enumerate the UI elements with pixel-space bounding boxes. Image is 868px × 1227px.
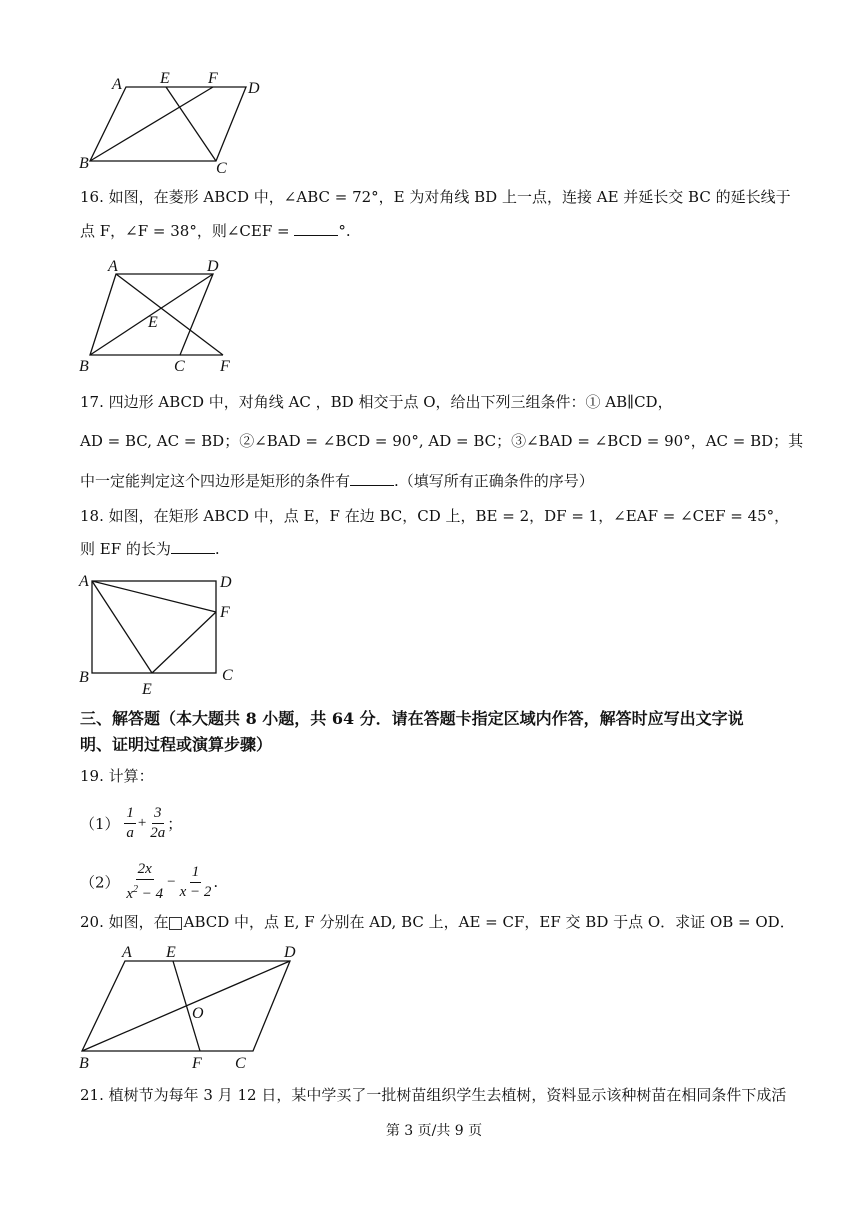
fig16-label-B: B (79, 358, 89, 375)
fig16-label-A: A (108, 258, 118, 275)
fig18-label-D: D (220, 574, 232, 591)
figure-q15-parallelogram (70, 65, 270, 180)
fig18-label-B: B (79, 669, 89, 686)
q19-part2 (80, 860, 218, 904)
q16-line2-text: 点 F，∠F = 38°，则∠CEF = (80, 222, 295, 240)
q20-line1 (80, 911, 795, 933)
fig20-label-O: O (192, 1005, 204, 1022)
figure-q18-rectangle (70, 570, 250, 698)
q17-line3-text: 中一定能判定这个四边形是矩形的条件有 (80, 472, 351, 490)
q19-p1-operator: + (137, 815, 147, 831)
fig20-label-A: A (122, 944, 132, 961)
fig20-label-F: F (192, 1055, 202, 1072)
fig20-label-D: D (284, 944, 296, 961)
q18-line1: 18. 如图，在矩形 ABCD 中，点 E，F 在边 BC，CD 上，BE = 2，DF = 1，∠EAF = ∠CEF = 45°， (80, 507, 790, 525)
fig16-label-F: F (220, 358, 230, 375)
q17-line1: 17. 四边形 ABCD 中，对角线 AC ，BD 相交于点 O，给出下列三组条件：① AB∥CD， (80, 393, 673, 411)
fig16-label-C: C (174, 358, 185, 375)
fig18-label-E: E (142, 681, 152, 698)
fig15-label-D: D (248, 80, 260, 97)
q20-text-start: 20. 如图，在 (80, 913, 169, 931)
q19-part2-fraction1 (124, 860, 165, 904)
q19-p2-f1-den-exponent: 2 (133, 884, 138, 895)
q16-line1: 16. 如图，在菱形 ABCD 中，∠ABC = 72°，E 为对角线 BD 上一点，连接 AE 并延长交 BC 的延长线于 (80, 188, 791, 206)
q19-p2-f1-denominator (124, 880, 165, 904)
section-heading-line2: 明、证明过程或演算步骤） (80, 735, 273, 754)
q19-p1-f2-denominator: 2a (150, 825, 166, 841)
q19-part2-fraction2 (178, 863, 214, 902)
q19-p2-f1-den-rest: − 4 (138, 886, 164, 902)
q16-line2 (80, 220, 351, 242)
q18-line2 (80, 538, 220, 560)
figure-q16-rhombus (70, 255, 270, 375)
q16-line2-end: °. (338, 222, 351, 240)
q19-p1-f1-numerator: 1 (124, 804, 136, 824)
q19-p1-f1-denominator: a (126, 825, 134, 841)
q17-line2: AD = BC, AC = BD；②∠BAD = ∠BCD = 90°, AD = BC；③∠BAD = ∠BCD = 90°，AC = BD；其 (80, 432, 804, 450)
q20-text-rest: ABCD 中，点 E, F 分别在 AD, BC 上，AE = CF，EF 交 BD 于点 O．求证 OB = OD． (183, 913, 795, 931)
q19-part1-fraction2 (148, 804, 167, 843)
figure-q20-parallelogram (70, 940, 320, 1080)
fig15-label-B: B (79, 155, 89, 172)
q19-p1-f2-numerator: 3 (152, 804, 164, 824)
fig15-label-F: F (208, 70, 218, 87)
answer-blank-q17[interactable] (350, 471, 394, 486)
fig15-label-A: A (112, 76, 122, 93)
fig18-label-A: A (79, 573, 89, 590)
q19-p2-f1-den-base: x (126, 886, 133, 902)
q19-p1-end: ； (167, 815, 183, 833)
q18-line2-end: . (214, 540, 220, 558)
fig16-label-E: E (148, 314, 158, 331)
fig20-label-C: C (235, 1055, 246, 1072)
q19-p2-f1-numerator: 2x (136, 860, 154, 880)
q19-p2-end: . (213, 873, 219, 891)
q21-line1: 21. 植树节为每年 3 月 12 日，某中学买了一批树苗组织学生去植树，资料显示该种树苗在相同条件下成活 (80, 1086, 787, 1104)
fig15-label-C: C (216, 160, 227, 177)
q17-line3-end: .（填写所有正确条件的序号） (394, 472, 594, 490)
q19-p2-f2-numerator: 1 (190, 863, 202, 883)
q19-part1 (80, 804, 182, 843)
q18-line2-text: 则 EF 的长为 (80, 540, 171, 558)
q19-part2-label: （2） (80, 873, 120, 892)
fig20-label-B: B (79, 1055, 89, 1072)
answer-blank-q16[interactable] (294, 221, 338, 236)
q19-part1-fraction1 (124, 804, 136, 843)
q19-p2-operator: − (167, 873, 176, 890)
q19-intro: 19. 计算： (80, 767, 154, 785)
fig18-label-F: F (220, 604, 230, 621)
page-footer: 第 3 页/共 9 页 (385, 1123, 483, 1139)
parallelogram-symbol-icon (169, 917, 182, 930)
fig18-label-C: C (222, 667, 233, 684)
q19-p2-f2-denominator: x − 2 (179, 883, 212, 900)
q17-line3 (80, 470, 594, 492)
fig20-label-E: E (166, 944, 176, 961)
fig16-label-D: D (207, 258, 219, 275)
answer-blank-q18[interactable] (171, 539, 215, 554)
q19-part1-label: （1） (80, 815, 120, 833)
section-heading-line1: 三、解答题（本大题共 8 小题，共 64 分．请在答题卡指定区域内作答，解答时应写出文字说 (80, 709, 744, 728)
fig15-label-E: E (160, 70, 170, 87)
